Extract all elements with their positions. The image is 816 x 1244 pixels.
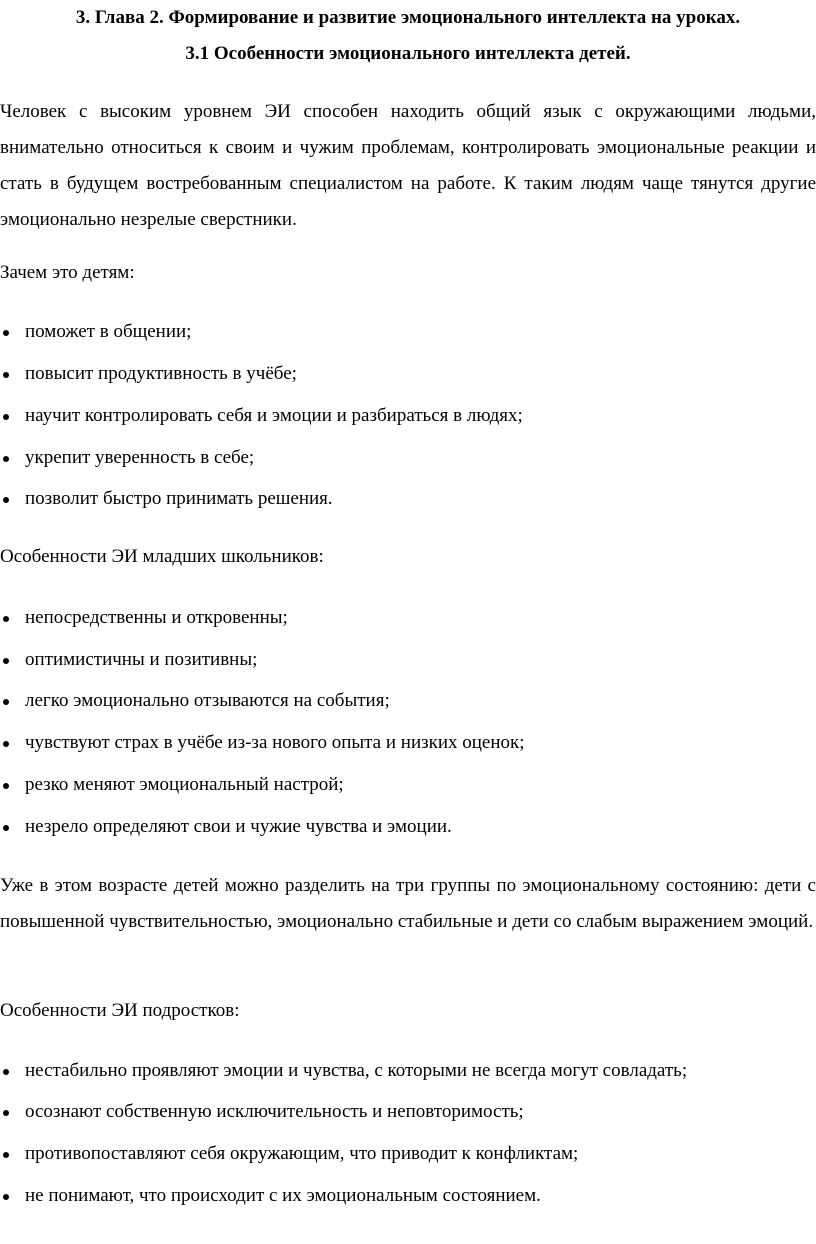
list-item: не понимают, что происходит с их эмоциональным состоянием. bbox=[0, 1184, 816, 1208]
bullet-icon bbox=[3, 372, 9, 378]
section-heading: 3.1 Особенности эмоционального интеллекта детей. bbox=[185, 43, 631, 64]
list-item: нестабильно проявляют эмоции и чувства, с которыми не всегда могут совладать; bbox=[0, 1059, 816, 1083]
bullet-icon bbox=[3, 1152, 9, 1158]
groups-paragraph: Уже в этом возрасте детей можно разделить на три группы по эмоциональному состоянию: дети с повышенной чувствительностью, эмоционально стабильные и дети со слабым выражением эмоций. bbox=[0, 875, 816, 932]
bullet-icon bbox=[3, 456, 9, 462]
list-item: оптимистичны и позитивны; bbox=[0, 648, 816, 672]
bullet-icon bbox=[3, 1069, 9, 1075]
bullet-icon bbox=[3, 741, 9, 747]
juniors-lead: Особенности ЭИ младших школьников: bbox=[0, 546, 324, 567]
list-item: легко эмоционально отзываются на события; bbox=[0, 689, 816, 713]
bullet-icon bbox=[3, 825, 9, 831]
bullet-icon bbox=[3, 699, 9, 705]
list-item: резко меняют эмоциональный настрой; bbox=[0, 773, 816, 797]
list-item: научит контролировать себя и эмоции и разбираться в людях; bbox=[0, 404, 816, 428]
list-item: укрепит уверенность в себе; bbox=[0, 446, 816, 470]
list-item: чувствуют страх в учёбе из-за нового опыта и низких оценок; bbox=[0, 731, 816, 755]
bullet-icon bbox=[3, 497, 9, 503]
list-item: повысит продуктивность в учёбе; bbox=[0, 362, 816, 386]
bullet-icon bbox=[3, 1194, 9, 1200]
teens-lead: Особенности ЭИ подростков: bbox=[0, 1000, 240, 1021]
bullet-icon bbox=[3, 616, 9, 622]
list-item: непосредственны и откровенны; bbox=[0, 606, 816, 630]
bullet-icon bbox=[3, 658, 9, 664]
why-children-lead: Зачем это детям: bbox=[0, 262, 135, 283]
list-item: осознают собственную исключительность и неповторимость; bbox=[0, 1100, 816, 1124]
list-item: поможет в общении; bbox=[0, 320, 816, 344]
list-item: противопоставляют себя окружающим, что приводит к конфликтам; bbox=[0, 1142, 816, 1166]
list-item: незрело определяют свои и чужие чувства и эмоции. bbox=[0, 815, 816, 839]
bullet-icon bbox=[3, 414, 9, 420]
intro-paragraph: Человек с высоким уровнем ЭИ способен находить общий язык с окружающими людьми, внимательно относиться к своим и чужим проблемам, контролировать эмоциональные реакции и стать в будущем востребованным специалистом на работе. К таким людям чаще тянутся другие эмоционально незрелые сверстники. bbox=[0, 101, 816, 230]
chapter-heading: 3. Глава 2. Формирование и развитие эмоционального интеллекта на уроках. bbox=[75, 7, 741, 28]
bullet-icon bbox=[3, 1110, 9, 1116]
bullet-icon bbox=[3, 783, 9, 789]
list-item: позволит быстро принимать решения. bbox=[0, 487, 816, 511]
bullet-icon bbox=[3, 330, 9, 336]
